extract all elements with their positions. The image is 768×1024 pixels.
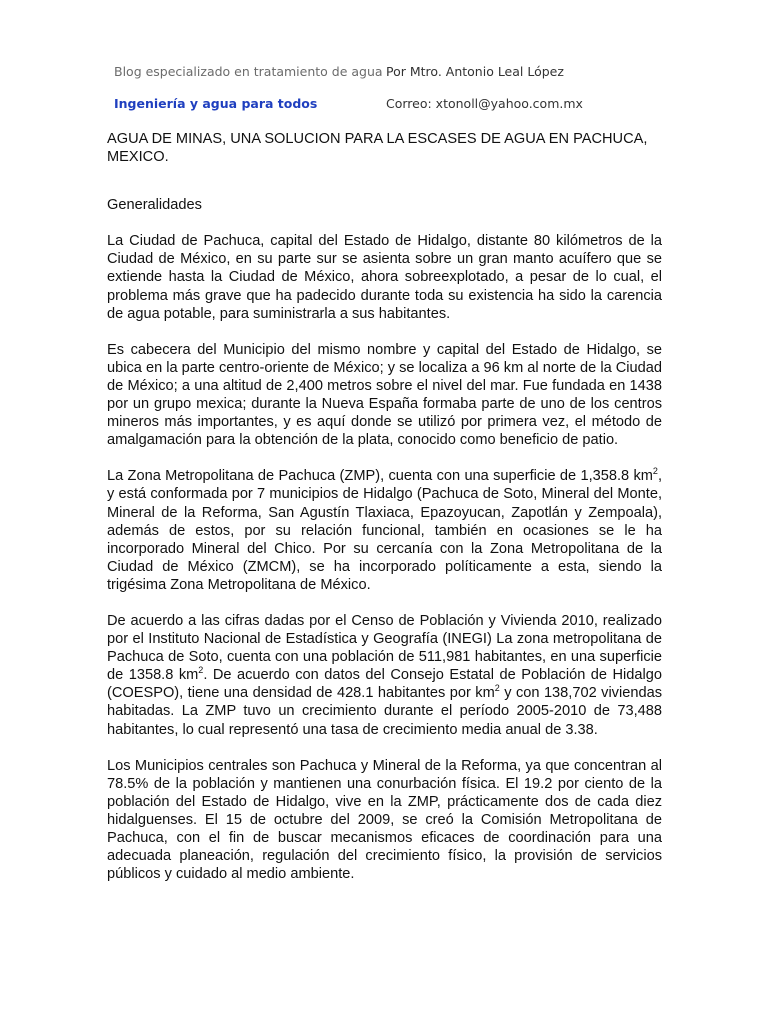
paragraph-4-text-b: . De acuerdo con datos del Consejo Estatal de Población de Hidalgo (COESPO), tiene una densidad de 428.1 habitantes por km: [107, 667, 662, 702]
paragraph-5: Los Municipios centrales son Pachuca y Mineral de la Reforma, ya que concentran al 78.5% de la población y mantienen una conurbación física. El 19.2 por ciento de la población del Estado de Hidalgo, vive en la ZMP, prácticamente dos de cada diez hidalguenses. El 15 de octubre del 2009, se creó la Comisión Metropolitana de Pachuca, con el fin de buscar mecanismos eficaces de coordinación para una adecuada planeación, regulación del crecimiento físico, la provisión de servicios públicos y cuidado al medio ambiente.: [107, 757, 662, 883]
paragraph-3-text-a: La Zona Metropolitana de Pachuca (ZMP), cuenta con una superficie de 1,358.8 km: [107, 468, 653, 485]
blog-label: Blog especializado en tratamiento de agua: [114, 64, 383, 79]
paragraph-4-text-c: y con 138,702 viviendas habitadas. La ZMP tuvo un crecimiento durante el período 2005-2010 de 73,488 habitantes, lo cual representó una tasa de crecimiento media anual de 3.38.: [107, 685, 662, 738]
paragraph-3: [107, 467, 662, 594]
article-title: AGUA DE MINAS, UNA SOLUCION PARA LA ESCASES DE AGUA EN PACHUCA, MEXICO.: [107, 131, 648, 166]
paragraph-4-text-a: De acuerdo a las cifras dadas por el Censo de Población y Vivienda 2010, realizado por el Instituto Nacional de Estadística y Geografía (INEGI) La zona metropolitana de Pachuca de Soto, cuenta con una población de 511,981 habitantes, en una superficie de 1358.8 km: [107, 612, 662, 684]
email-line: Correo: xtonoll@yahoo.com.mx: [386, 96, 583, 111]
superscript-squared: 2: [198, 665, 204, 676]
paragraph-2: Es cabecera del Municipio del mismo nombre y capital del Estado de Hidalgo, se ubica en la parte centro-oriente de México; y se localiza a 96 km al norte de la Ciudad de México; a una altitud de 2,400 metros sobre el nivel del mar. Fue fundada en 1438 por un grupo mexica; durante la Nueva España formaba parte de uno de los centros mineros más importantes, y es aquí donde se utilizó por primera vez, el método de amalgamación para la obtención de la plata, conocido como beneficio de patio.: [107, 341, 662, 449]
paragraph-4: [107, 612, 662, 739]
blog-name: Ingeniería y agua para todos: [114, 96, 318, 111]
article-body: [107, 130, 662, 901]
paragraph-3-text-b: , y está conformada por 7 municipios de Hidalgo (Pachuca de Soto, Mineral del Monte, Mineral de la Reforma, San Agustín Tlaxiaca, Epazoyucan, Zapotlán y Zempoala), además de estos, por su relación funcional, también en ocasiones se le ha incorporado Mineral del Chico. Por su cercanía con la Zona Metropolitana de la Ciudad de México (ZMCM), se ha incorporado políticamente a esta, siendo la trigésima Zona Metropolitana de México.: [107, 468, 662, 593]
section-heading: Generalidades: [107, 197, 202, 214]
author-line: Por Mtro. Antonio Leal López: [386, 64, 564, 79]
paragraph-1: La Ciudad de Pachuca, capital del Estado de Hidalgo, distante 80 kilómetros de la Ciudad de México, en su parte sur se asienta sobre un gran manto acuífero que se extiende hasta la Ciudad de México, ahora sobreexplotado, a pesar de lo cual, el problema más grave que ha padecido durante toda su existencia ha sido la carencia de agua potable, para suministrarla a sus habitantes.: [107, 233, 662, 322]
superscript-squared: 2: [652, 466, 658, 477]
superscript-squared: 2: [494, 683, 500, 694]
